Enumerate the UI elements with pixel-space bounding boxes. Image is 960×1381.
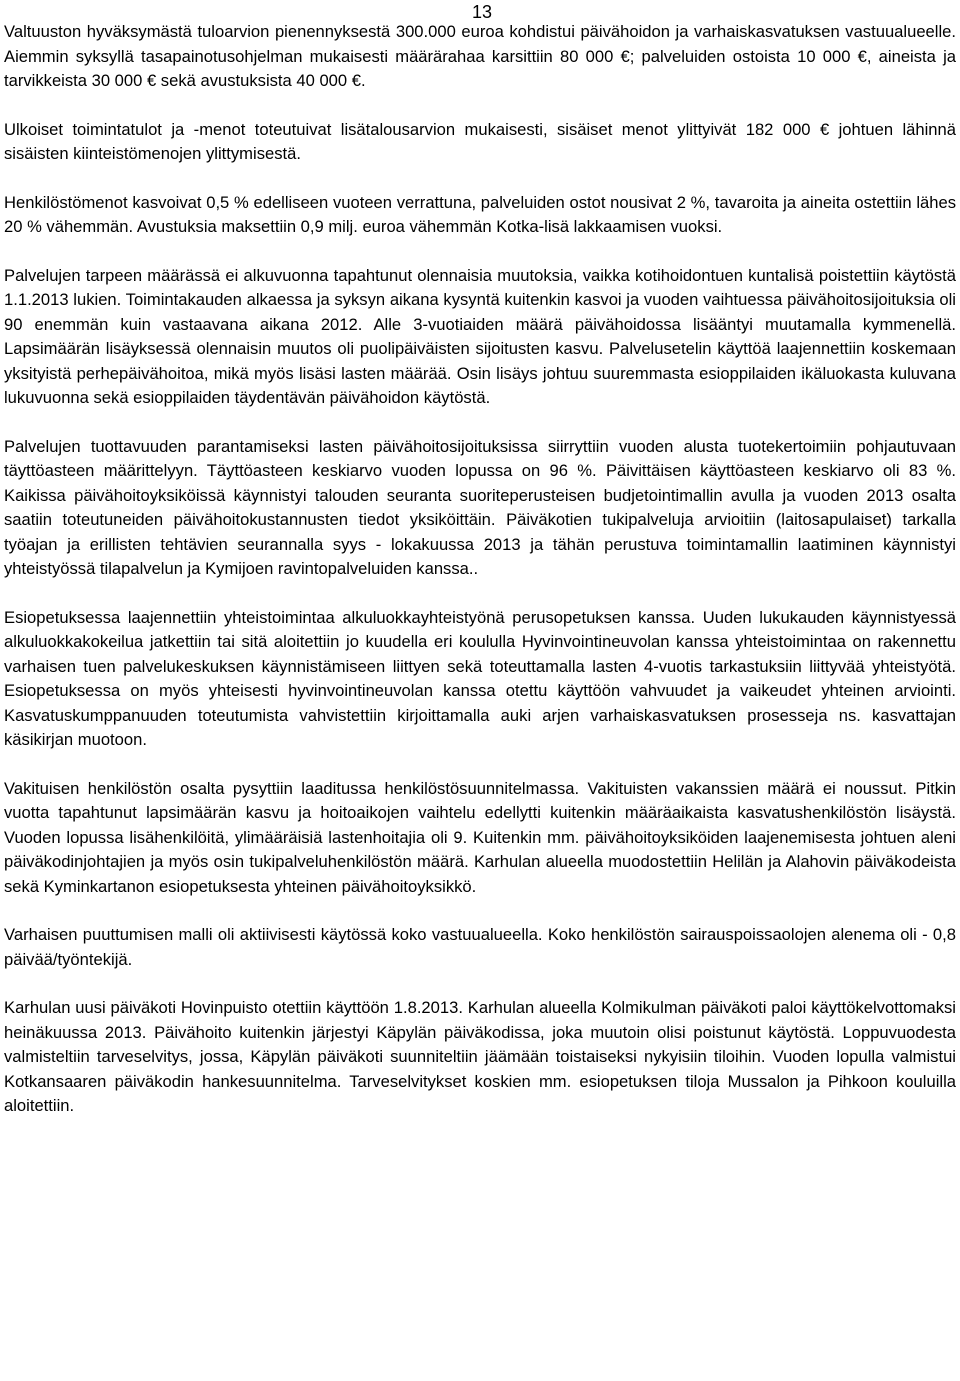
paragraph-preschool: Esiopetuksessa laajennettiin yhteistoimintaa alkuluokkayhteistyönä perusopetuksen kanssa. Uuden lukukauden käynnistyessä alkuluokkakokeilua jatkettiin tai sitä aloitettiin jo kuudella eri koululla Hyvinvointineuvolan kanssa yhteistoimintaa on rakennettu varhaisen tuen palvelukeskuksen käynnistämiseen liittyen sekä toteuttamalla lasten 4-vuotis tarkastuksiin liittyvää yhteistyötä. Esiopetuksessa on myös yhteisesti hyvinvointineuvolan kanssa otettu käyttöön vahvuudet ja vaikeudet yhteinen arviointi. Kasvatuskumppanuuden toteutumista vahvistettiin kirjoittamalla auki arjen varhaiskasvatuksen prosesseja ns. kasvattajan käsikirjan muotoon. — [4, 607, 956, 749]
paragraph-facilities: Karhulan uusi päiväkoti Hovinpuisto otettiin käyttöön 1.8.2013. Karhulan alueella Kolmikulman päiväkoti paloi käyttökelvottomaksi heinäkuussa 2013. Päivähoito kuitenkin järjestyi Käpylän päiväkodissa, joka muutoin olisi poistunut käytöstä. Loppuvuodesta valmisteltiin tarveselvitys, jossa, Käpylän päiväkoti suunniteltiin jäämään toistaiseksi nykyisiin tiloihin. Vuoden lopulla valmistui Kotkansaaren päiväkodin hankesuunnitelma. Tarveselvitykset koskien mm. esiopetuksen tiloja Mussalon ja Pihkoon kouluilla aloitettiin. — [4, 998, 956, 1115]
paragraph-personnel-costs: Henkilöstömenot kasvoivat 0,5 % edelliseen vuoteen verrattuna, palveluiden ostot nousivat 2 %, tavaroita ja aineita ostettiin lähes 20 % vähemmän. Avustuksia maksettiin 0,9 milj. euroa vähemmän Kotka-lisä lakkaamisen vuoksi. — [4, 192, 956, 236]
paragraph-early-intervention: Varhaisen puuttumisen malli oli aktiivisesti käytössä koko vastuualueella. Koko henkilöstön sairauspoissaolojen alenema oli - 0,8 päivää/työntekijä. — [4, 925, 956, 969]
paragraph-external-operations: Ulkoiset toimintatulot ja -menot toteutuivat lisätalousarvion mukaisesti, sisäiset menot ylittyivät 182 000 € johtuen lähinnä sisäisten kiinteistömenojen ylittymisestä. — [4, 119, 956, 163]
paragraph-budget-reduction: Valtuuston hyväksymästä tuloarvion pienennyksestä 300.000 euroa kohdistui päivähoidon ja varhaiskasvatuksen vastuualueelle. Aiemmin syksyllä tasapainotusohjelman mukaisesti määrärahaa karsittiin 80 000 €; palveluiden ostoista 10 000 €, aineista ja tarvikkeista 30 000 € sekä avustuksista 40 000 €. — [4, 22, 956, 90]
page-number: 13 — [471, 2, 492, 22]
paragraph-productivity: Palvelujen tuottavuuden parantamiseksi lasten päivähoitosijoituksissa siirryttiin vuoden alusta tuotekertoimiin pohjautuvaan täyttöasteen määrittelyyn. Täyttöasteen keskiarvo vuoden lopussa on 96 %. Päivittäisen käyttöasteen keskiarvo oli 83 %. Kaikissa päivähoitoyksiköissä käynnistyi talouden seuranta suoriteperusteisen budjetointimallin avulla ja vuoden 2013 osalta saatiin toteutuneiden päivähoitokustannusten tiedot yksiköittäin. Päiväkotien tukipalveluja arvioitiin (laitosapulaiset) tarkalla työajan ja erillisten tehtävien seurannalla syys - lokakuussa 2013 ja tähän perustuva toimintamallin laatiminen käynnistyi yhteistyössä tilapalvelun ja Kymijoen ravintopalveluiden kanssa.. — [4, 436, 956, 578]
paragraph-staff: Vakituisen henkilöstön osalta pysyttiin laaditussa henkilöstösuunnitelmassa. Vakituisten vakanssien määrä ei noussut. Pitkin vuotta tapahtunut lapsimäärän kasvu ja hoitoaikojen vaihtelu edellytti kuitenkin määräaikaista kasvatushenkilöstön lisäystä. Vuoden lopussa lisähenkilöitä, ylimääräisiä lastenhoitajia oli 9. Kuitenkin mm. päivähoitoyksiköiden laajenemisesta johtuen aleni päiväkodinjohtajien ja myös osin tukipalveluhenkilöstön määrä. Karhulan alueella muodostettiin Helilän ja Alahovin päiväkodeista sekä Kyminkartanon esiopetuksesta yhteinen päivähoitoyksikkö. — [4, 778, 956, 896]
document-body — [4, 20, 956, 1143]
paragraph-service-demand: Palvelujen tarpeen määrässä ei alkuvuonna tapahtunut olennaisia muutoksia, vaikka kotihoidontuen kuntalisä poistettiin käytöstä 1.1.2013 lukien. Toimintakauden alkaessa ja syksyn aikana kysyntä kuitenkin kasvoi ja vuoden vaihtuessa päivähoitosijoituksia oli 90 enemmän kuin vastaavana aikana 2012. Alle 3-vuotiaiden määrä päivähoidossa lisääntyi muutamalla kymmenellä. Lapsimäärän lisäyksessä olennaisin muutos oli puolipäiväisten sijoitusten kasvu. Palvelusetelin käyttöä laajennettiin koskemaan yksityistä perhepäivähoitoa, mikä myös lisäsi lasten määrää. Osin lisäys johtuu suuremmasta esioppilaiden ikäluokasta kuluvana lukuvuonna sekä esioppilaiden täydentävän päivähoidon käytöstä. — [4, 265, 956, 407]
